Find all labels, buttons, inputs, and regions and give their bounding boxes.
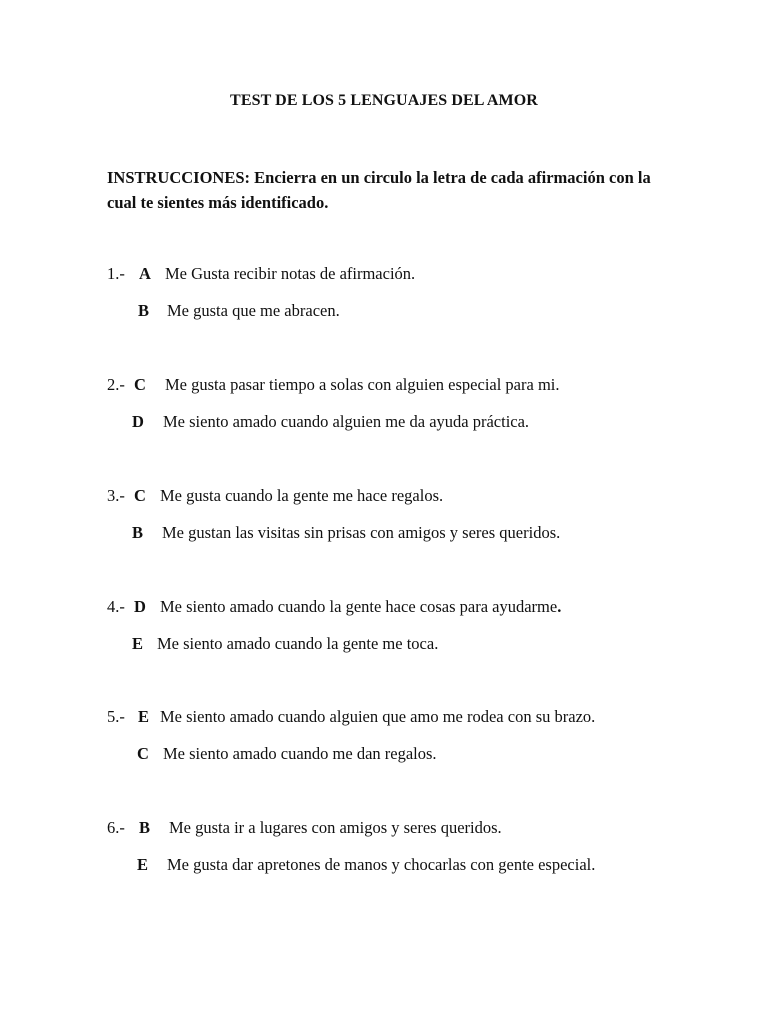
option-letter[interactable]: E bbox=[138, 707, 150, 726]
option-text: Me gusta pasar tiempo a solas con alguien especial para mi. bbox=[165, 375, 560, 394]
option-letter[interactable]: D bbox=[132, 412, 144, 431]
option-text: Me gusta que me abracen. bbox=[167, 301, 340, 320]
option-text-body: Me siento amado cuando la gente hace cosas para ayudarme bbox=[160, 597, 558, 616]
option-letter[interactable]: E bbox=[132, 634, 144, 653]
option-letter[interactable]: B bbox=[138, 301, 150, 320]
question-number: 4.- bbox=[107, 597, 125, 616]
option-text-suffix: . bbox=[557, 597, 562, 616]
option-letter[interactable]: D bbox=[134, 597, 146, 616]
option-letter[interactable]: B bbox=[139, 818, 151, 837]
document-title: TEST DE LOS 5 LENGUAJES DEL AMOR bbox=[230, 92, 538, 109]
option-text: Me siento amado cuando me dan regalos. bbox=[163, 744, 437, 763]
question-number: 3.- bbox=[107, 486, 125, 505]
question-number: 6.- bbox=[107, 818, 125, 837]
option-text: Me gusta dar apretones de manos y chocarlas con gente especial. bbox=[167, 855, 596, 874]
option-letter[interactable]: C bbox=[137, 744, 149, 763]
option-text bbox=[160, 597, 561, 617]
option-text: Me siento amado cuando alguien que amo me rodea con su brazo. bbox=[160, 707, 596, 726]
option-letter[interactable]: C bbox=[134, 375, 146, 394]
option-text: Me gusta cuando la gente me hace regalos. bbox=[160, 486, 444, 505]
option-text: Me Gusta recibir notas de afirmación. bbox=[165, 264, 416, 283]
option-text: Me siento amado cuando la gente me toca. bbox=[157, 634, 439, 653]
option-text: Me gustan las visitas sin prisas con amigos y seres queridos. bbox=[162, 523, 561, 542]
option-text: Me gusta ir a lugares con amigos y seres queridos. bbox=[169, 818, 502, 837]
instructions-text: INSTRUCCIONES: Encierra en un circulo la letra de cada afirmación con la cual te sientes más identificado. bbox=[107, 168, 651, 212]
option-letter[interactable]: E bbox=[137, 855, 149, 874]
option-letter[interactable]: C bbox=[134, 486, 146, 505]
option-letter[interactable]: B bbox=[132, 523, 144, 542]
question-number: 2.- bbox=[107, 375, 125, 394]
question-number: 5.- bbox=[107, 707, 125, 726]
question-number: 1.- bbox=[107, 264, 125, 283]
option-text: Me siento amado cuando alguien me da ayuda práctica. bbox=[163, 412, 530, 431]
option-letter[interactable]: A bbox=[139, 264, 151, 283]
